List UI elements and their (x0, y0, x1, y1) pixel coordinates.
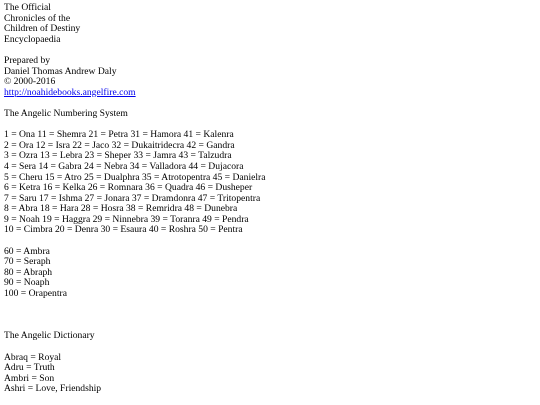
website-link-line (4, 88, 540, 99)
credits-block (4, 56, 540, 98)
title-block (4, 3, 540, 45)
title-line-2: Chronicles of the (4, 12, 71, 24)
author-name: Daniel Thomas Andrew Daly (4, 65, 117, 77)
tens-row: 80 = Abraph (4, 266, 53, 278)
dictionary-entry: Ambri = Son (4, 372, 55, 384)
spacer (4, 300, 540, 311)
spacer (4, 342, 540, 353)
numbering-table (4, 130, 540, 236)
title-line-3: Children of Destiny (4, 23, 81, 35)
dictionary-heading: The Angelic Dictionary (4, 330, 95, 342)
title-line-1: The Official (4, 2, 51, 13)
numbering-row: 3 = Ozra 13 = Lebra 23 = Sheper 33 = Jamra 43 = Talzudra (4, 150, 232, 162)
spacer (4, 236, 540, 247)
dictionary-entry: Abraq = Royal (4, 351, 62, 363)
spacer (4, 45, 540, 56)
tens-row: 70 = Seraph (4, 256, 51, 268)
tens-row: 90 = Noaph (4, 277, 50, 289)
copyright-notice: © 2000-2016 (4, 76, 56, 88)
website-link[interactable]: http://noahidebooks.angelfire.com (4, 86, 136, 98)
prepared-by-label: Prepared by (4, 54, 51, 66)
numbering-row: 4 = Sera 14 = Gabra 24 = Nebra 34 = Valladora 44 = Dujacora (4, 160, 244, 172)
tens-row: 100 = Orapentra (4, 288, 67, 300)
numbering-row: 7 = Saru 17 = Ishma 27 = Jonara 37 = Dramdonra 47 = Tritopentra (4, 192, 261, 204)
numbering-row: 10 = Cimbra 20 = Denra 30 = Esaura 40 = Roshra 50 = Pentra (4, 224, 243, 236)
numbering-row: 8 = Abra 18 = Hara 28 = Hosra 38 = Remridra 48 = Dunebra (4, 203, 238, 215)
numbering-row: 6 = Ketra 16 = Kelka 26 = Romnara 36 = Quadra 46 = Dusheper (4, 182, 253, 194)
numbering-row: 2 = Ora 12 = Isra 22 = Jaco 32 = Dukaitridecra 42 = Gandra (4, 139, 235, 151)
dictionary-list (4, 353, 540, 395)
spacer (4, 310, 540, 321)
numbering-heading: The Angelic Numbering System (4, 107, 128, 119)
tens-row: 60 = Ambra (4, 245, 50, 257)
numbering-tens (4, 247, 540, 300)
numbering-row: 9 = Noah 19 = Haggra 29 = Ninnebra 39 = Toranra 49 = Pendra (4, 213, 249, 225)
dictionary-entry: Ashri = Love, Friendship (4, 383, 102, 395)
numbering-row: 5 = Cheru 15 = Atro 25 = Dualphra 35 = Atrotopentra 45 = Danielra (4, 171, 266, 183)
title-line-4: Encyclopaedia (4, 33, 61, 45)
dictionary-entry: Adru = Truth (4, 362, 55, 374)
numbering-row: 1 = Ona 11 = Shemra 21 = Petra 31 = Hamora 41 = Kalenra (4, 129, 234, 141)
